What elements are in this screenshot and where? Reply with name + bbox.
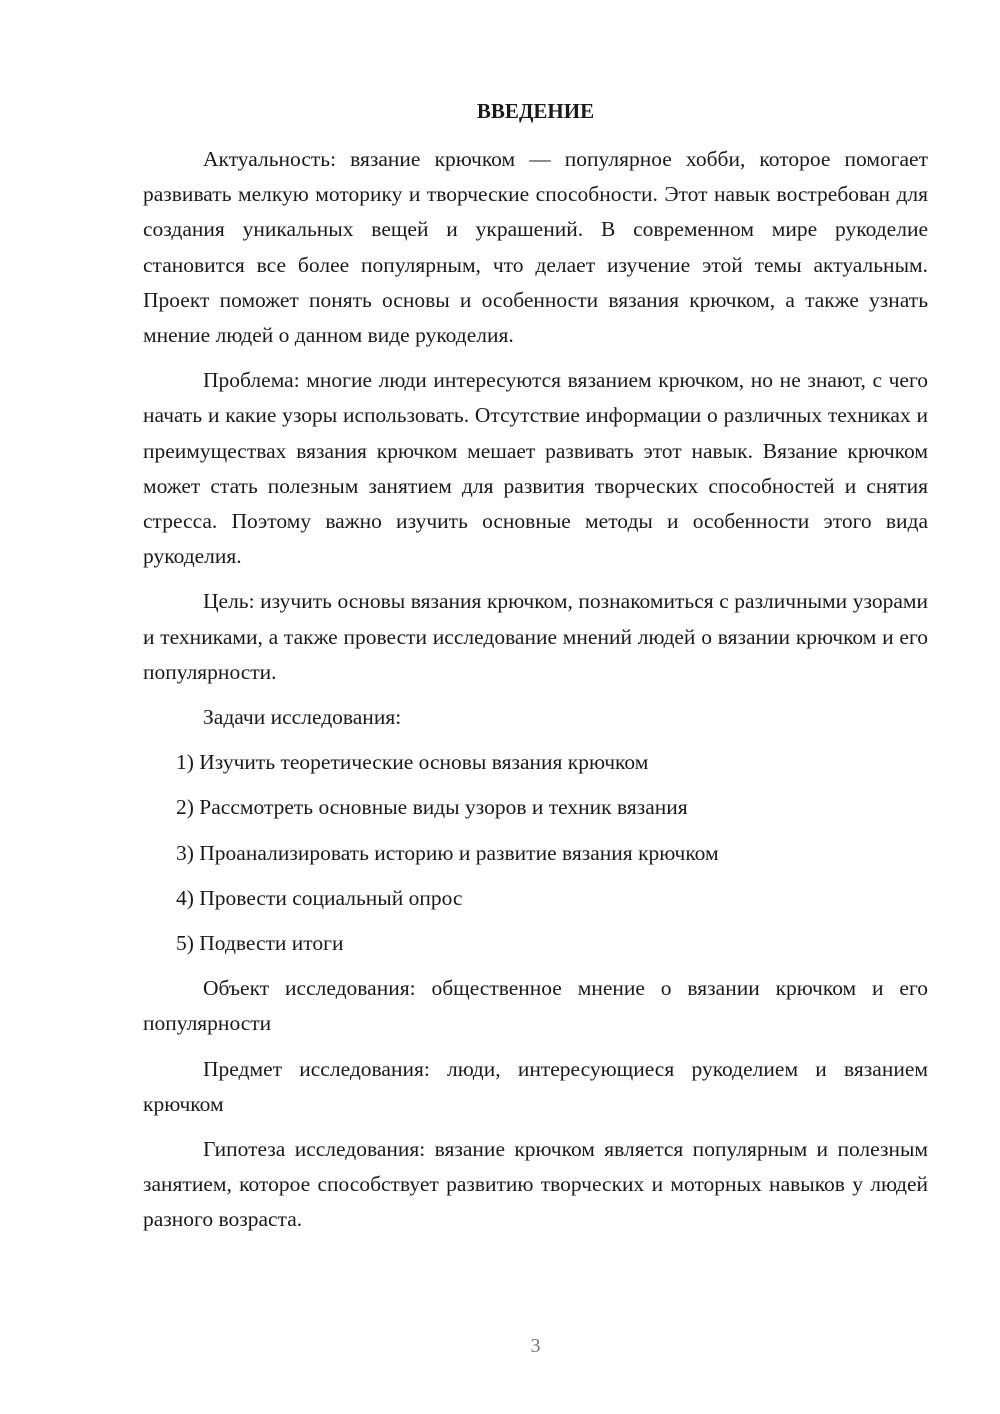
paragraph-tasks-title: Задачи исследования: <box>203 705 402 730</box>
page-number: 3 <box>530 1335 541 1357</box>
task-item: 2) Рассмотреть основные виды узоров и техник вязания <box>176 795 688 820</box>
document-page <box>143 0 928 1414</box>
paragraph-relevance: Актуальность: вязание крючком — популярное хобби, которое помогает развивать мелкую моторику и творческие способности. Этот навык востребован для создания уникальных вещей и украшений. В современном мире рукоделие становится все более популярным, что делает изучение этой темы актуальным. Проект поможет понять основы и особенности вязания крючком, а также узнать мнение людей о данном виде рукоделия. <box>143 147 928 348</box>
paragraph-hypothesis: Гипотеза исследования: вязание крючком является популярным и полезным занятием, которое способствует развитию творческих и моторных навыков у людей разного возраста. <box>143 1137 928 1232</box>
section-heading: ВВЕДЕНИЕ <box>476 99 595 123</box>
task-item: 1) Изучить теоретические основы вязания крючком <box>176 750 649 775</box>
paragraph-object: Объект исследования: общественное мнение о вязании крючком и его популярности <box>143 976 928 1036</box>
paragraph-goal: Цель: изучить основы вязания крючком, познакомиться с различными узорами и техниками, а также провести исследование мнений людей о вязании крючком и его популярности. <box>143 589 928 684</box>
paragraph-problem: Проблема: многие люди интересуются вязанием крючком, но не знают, с чего начать и какие узоры использовать. Отсутствие информации о различных техниках и преимуществах вязания крючком мешает развивать этот навык. Вязание крючком может стать полезным занятием для развития творческих способностей и снятия стресса. Поэтому важно изучить основные методы и особенности этого вида рукоделия. <box>143 368 928 569</box>
task-item: 3) Проанализировать историю и развитие вязания крючком <box>176 840 719 865</box>
tasks-list <box>143 745 928 961</box>
paragraph-subject: Предмет исследования: люди, интересующиеся рукоделием и вязанием крючком <box>143 1056 928 1116</box>
body-text <box>143 142 928 1248</box>
task-item: 5) Подвести итоги <box>176 931 344 956</box>
task-item: 4) Провести социальный опрос <box>176 885 463 910</box>
